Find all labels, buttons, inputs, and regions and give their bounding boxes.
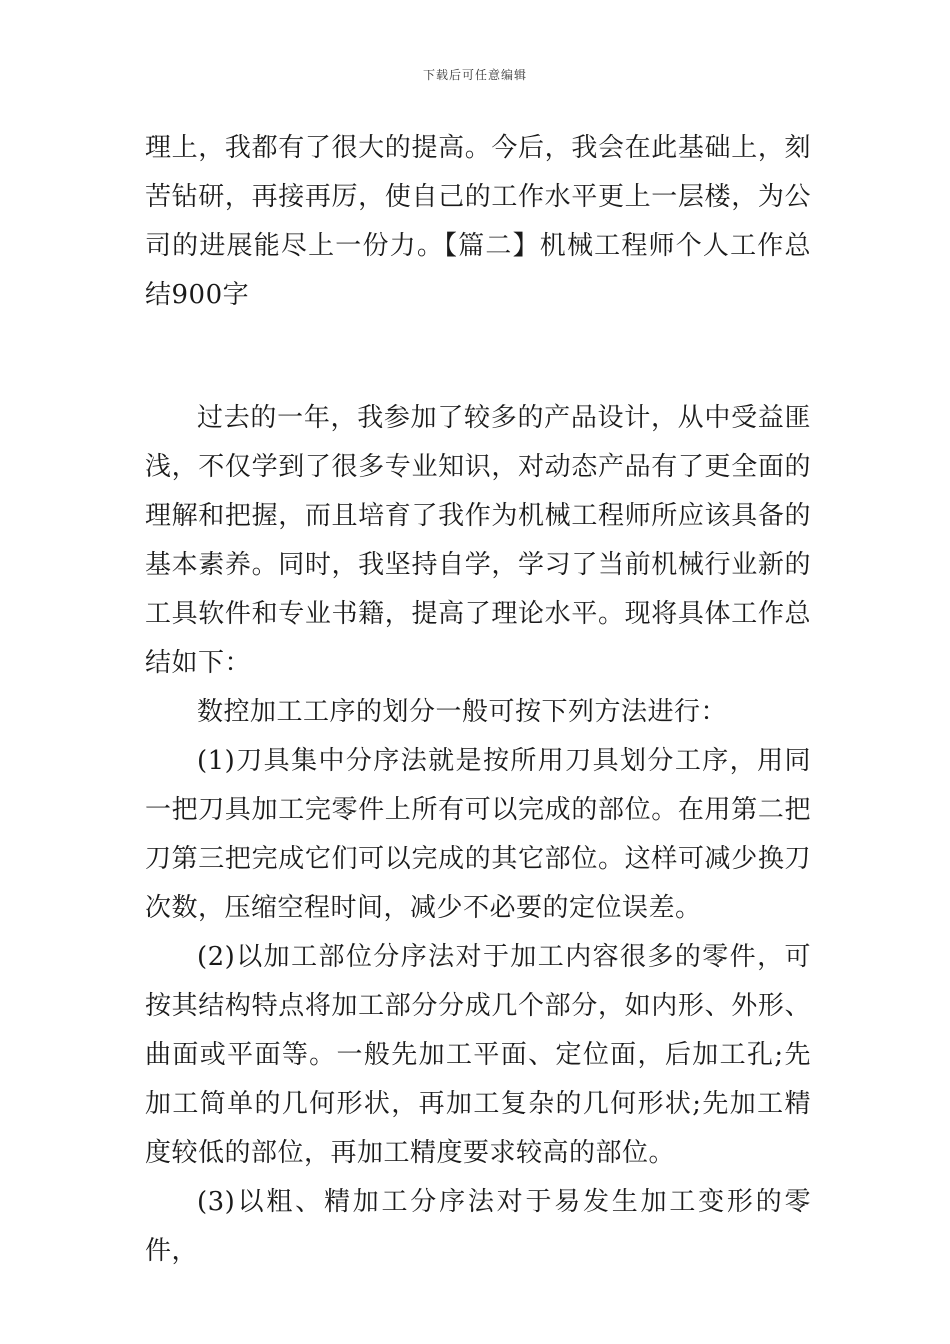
paragraph-method-1: (1)刀具集中分序法就是按所用刀具划分工序，用同一把刀具加工完零件上所有可以完成的部位。在用第二把刀第三把完成它们可以完成的其它部位。这样可减少换刀次数，压缩空程时间，减少不必要的定位误差。: [145, 746, 811, 923]
paragraph-method-3: (3)以粗、精加工分序法对于易发生加工变形的零件，: [145, 1187, 811, 1266]
document-body: [145, 124, 811, 1276]
paragraph-continuation: 理上，我都有了很大的提高。今后，我会在此基础上，刻苦钻研，再接再厉，使自己的工作水平更上一层楼，为公司的进展能尽上一份力。【篇二】机械工程师个人工作总结900字: [145, 133, 811, 310]
paragraph-method-2: (2)以加工部位分序法对于加工内容很多的零件，可按其结构特点将加工部分分成几个部分，如内形、外形、曲面或平面等。一般先加工平面、定位面，后加工孔;先加工简单的几何形状，再加工复杂的几何形状;先加工精度较低的部位，再加工精度要求较高的部位。: [145, 942, 811, 1168]
paragraph-summary-intro: 过去的一年，我参加了较多的产品设计，从中受益匪浅，不仅学到了很多专业知识，对动态产品有了更全面的理解和把握，而且培育了我作为机械工程师所应该具备的基本素养。同时，我坚持自学，学习了当前机械行业新的工具软件和专业书籍，提高了理论水平。现将具体工作总结如下：: [145, 403, 811, 678]
header-note: 下载后可任意编辑: [422, 68, 527, 82]
paragraph-gap: [145, 320, 811, 394]
paragraph-method-heading: 数控加工工序的划分一般可按下列方法进行：: [197, 697, 728, 727]
